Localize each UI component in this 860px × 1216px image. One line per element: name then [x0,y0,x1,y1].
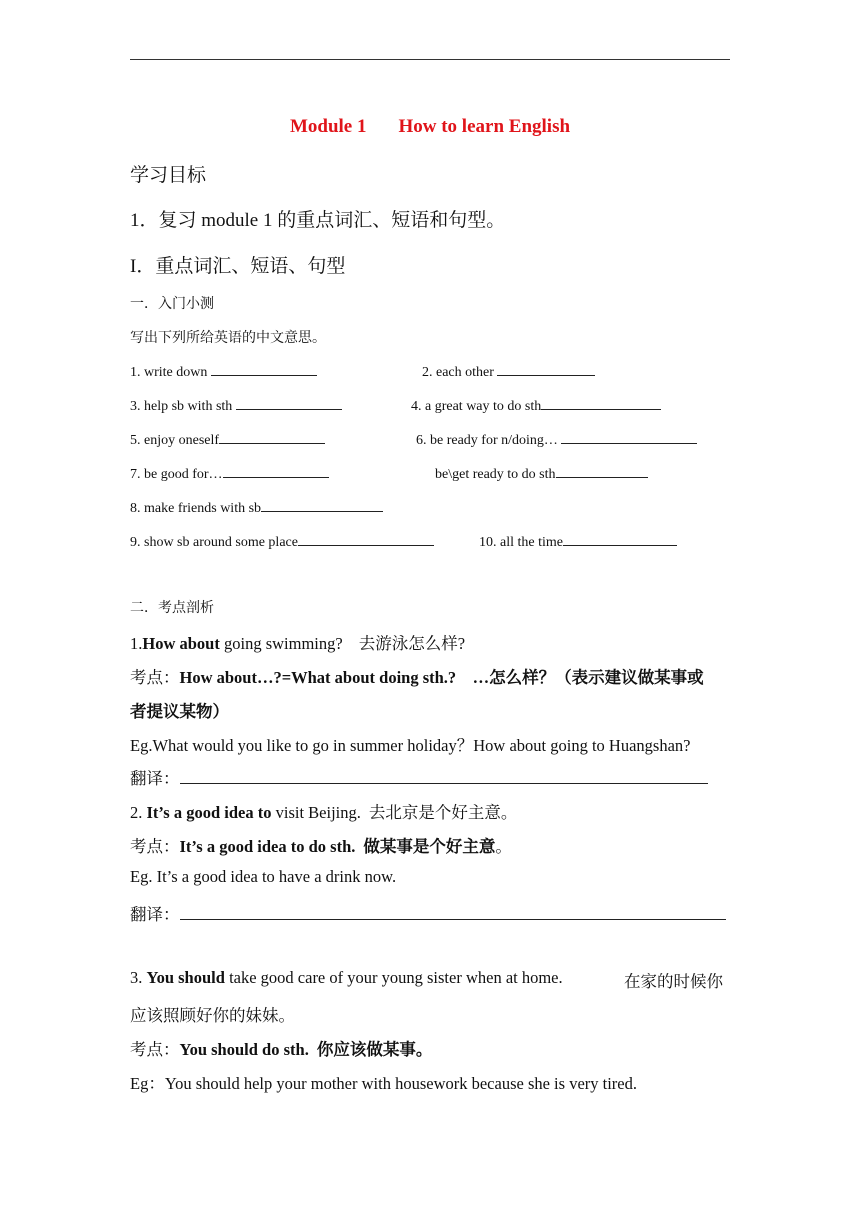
vocab-item: 9. show sb around some place [130,531,434,551]
title-module: Module 1 [289,116,367,137]
title-topic: How to learn English [398,116,571,137]
vocab-item: 6. be ready for n/doing… [416,429,697,449]
answer-blank[interactable] [298,531,434,546]
answer-blank[interactable] [563,531,677,546]
page-title [0,116,860,138]
objective-item-1: 1．复习 module 1 的重点词汇、短语和句型。 [130,210,506,231]
answer-blank[interactable] [497,361,595,376]
vocab-item: be\get ready to do sth [435,463,648,483]
quiz-instruction: 写出下列所给英语的中文意思。 [130,331,326,346]
answer-blank[interactable] [236,395,342,410]
answer-blank[interactable] [223,463,329,478]
point-2-sentence: 2. It’s a good idea to visit Beijing. 去北京是个好主意。 [130,803,518,822]
point-2-note: 考点：It’s a good idea to do sth. 做某事是个好主意。 [130,837,512,856]
point-1-sentence: 1.How about going swimming? 去游泳怎么样? [130,634,466,653]
vocab-item: 3. help sb with sth [130,395,342,415]
vocab-item: 2. each other [422,361,595,381]
analysis-heading: 二．考点剖析 [130,601,214,616]
point-1-note: 考点：How about…?=What about doing sth.? …怎么样？（表示建议做某事或 [130,668,704,687]
header-rule [130,59,730,60]
answer-blank[interactable] [219,429,325,444]
answer-blank[interactable] [556,463,648,478]
point-1-note-cont: 者提议某物） [130,702,229,721]
answer-blank[interactable] [561,429,697,444]
vocab-item: 5. enjoy oneself [130,429,325,449]
vocab-item: 8. make friends with sb [130,497,383,517]
point-3-sentence: 3. You should take good care of your young sister when at home. [130,968,563,987]
answer-blank[interactable] [261,497,383,512]
point-2-translate: 翻译： [130,901,726,925]
point-2-example: Eg. It’s a good idea to have a drink now. [130,867,397,886]
answer-blank[interactable] [541,395,661,410]
section-1-heading: I．重点词汇、短语、句型 [130,256,346,277]
vocab-item: 1. write down [130,361,317,381]
objectives-heading: 学习目标 [130,165,207,186]
point-1-example: Eg.What would you like to go in summer holiday？How about going to Huangshan? [130,736,691,755]
vocab-item: 4. a great way to do sth [411,395,661,415]
translate-blank[interactable] [180,767,708,784]
quiz-heading: 一．入门小测 [130,297,214,312]
point-3-example: Eg：You should help your mother with housework because she is very tired. [130,1074,637,1093]
vocab-item: 7. be good for… [130,463,329,483]
answer-blank[interactable] [211,361,317,376]
translate-blank[interactable] [180,903,726,920]
vocab-item: 10. all the time [479,531,677,551]
point-1-translate: 翻译： [130,765,708,789]
point-3-cn: 在家的时候你 [624,972,723,991]
point-3-cn-cont: 应该照顾好你的妹妹。 [130,1006,295,1025]
point-3-note: 考点：You should do sth. 你应该做某事。 [130,1040,433,1059]
